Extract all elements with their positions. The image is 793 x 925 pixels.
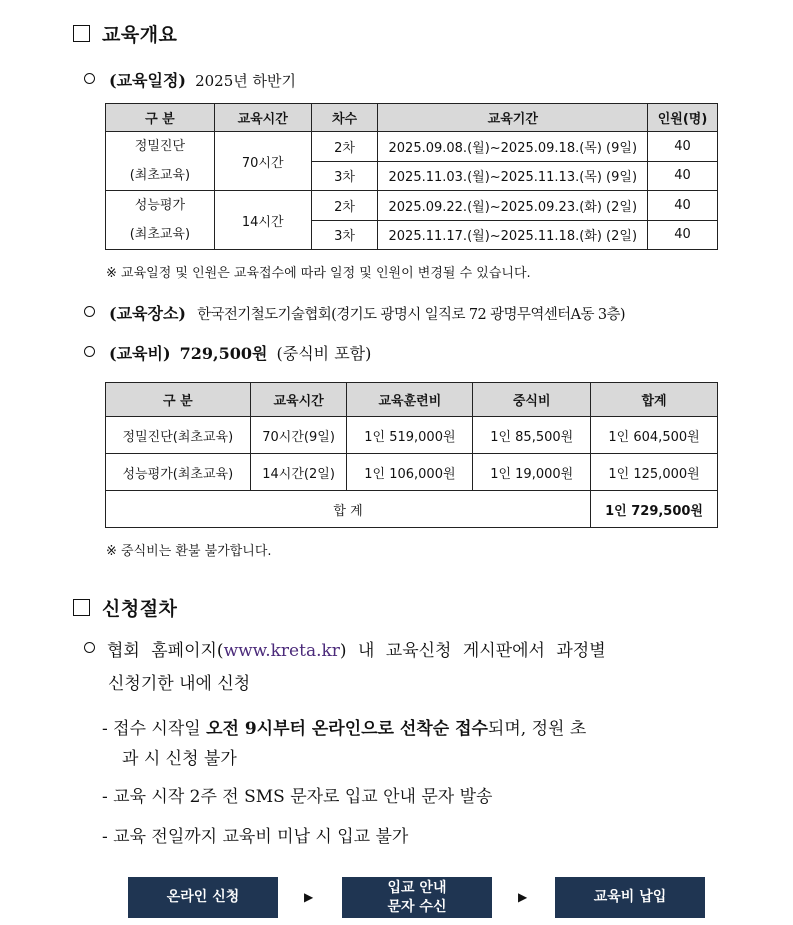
fee-label: (교육비) — [109, 344, 171, 363]
place-value: 한국전기철도기술협회(경기도 광명시 일직로 72 광명무역센터A동 3층) — [197, 307, 625, 323]
schedule-header-row — [106, 104, 718, 132]
circle-bullet-icon — [84, 346, 95, 357]
arrow-right-icon: ▶ — [518, 890, 528, 904]
fee-meal-cell: 1인 19,000원 — [473, 454, 591, 491]
circle-bullet-icon — [84, 642, 95, 653]
fee-hours-cell: 70시간(9일) — [250, 417, 347, 454]
schedule-header-cell: 교육기간 — [378, 104, 648, 132]
fee-total-cell: 1인 125,000원 — [591, 454, 718, 491]
fee-header-cell: 중식비 — [473, 383, 591, 417]
step-fee-payment: 교육비 납입 — [555, 877, 705, 918]
table-row — [106, 132, 718, 162]
fee-sum-row — [106, 491, 718, 528]
place-heading — [84, 301, 625, 324]
checkbox-square-icon — [73, 599, 90, 616]
fee-name-cell: 정밀진단(최초교육) — [106, 417, 251, 454]
fee-suffix: (중식비 포함) — [276, 344, 372, 363]
circle-bullet-icon — [84, 73, 95, 84]
fee-training-cell: 1인 519,000원 — [347, 417, 473, 454]
count-cell: 40 — [648, 132, 718, 162]
place-label: (교육장소) — [109, 304, 186, 323]
circle-bullet-icon — [84, 306, 95, 317]
fee-name-cell: 성능평가(최초교육) — [106, 454, 251, 491]
fee-training-cell: 1인 106,000원 — [347, 454, 473, 491]
period-cell: 2025.09.22.(월)~2025.09.23.(화) (2일) — [378, 191, 648, 221]
round-cell: 2차 — [311, 132, 378, 162]
round-cell: 3차 — [311, 220, 378, 250]
step-online-apply: 온라인 신청 — [128, 877, 278, 918]
fee-heading — [84, 341, 371, 364]
fee-header-row — [106, 383, 718, 417]
arrow-right-icon: ▶ — [304, 890, 314, 904]
schedule-note: ※ 교육일정 및 인원은 교육접수에 따라 일정 및 인원이 변경될 수 있습니다. — [106, 266, 531, 281]
period-cell: 2025.11.17.(월)~2025.11.18.(화) (2일) — [378, 220, 648, 250]
checkbox-square-icon — [73, 25, 90, 42]
fee-sum-label: 합 계 — [106, 491, 591, 528]
table-row — [106, 454, 718, 491]
fee-hours-cell: 14시간(2일) — [250, 454, 347, 491]
fee-total-cell: 1인 604,500원 — [591, 417, 718, 454]
procedure-item-2: - 교육 시작 2주 전 SMS 문자로 입교 안내 문자 발송 — [102, 787, 493, 807]
fee-header-cell: 구 분 — [106, 383, 251, 417]
schedule-value: 2025년 하반기 — [195, 72, 296, 90]
schedule-header-cell: 인원(명) — [648, 104, 718, 132]
section-title-procedure: 신청절차 — [73, 594, 177, 621]
course-hours-cell: 14시간 — [214, 191, 311, 250]
fee-amount: 729,500원 — [179, 344, 268, 363]
fee-meal-cell: 1인 85,500원 — [473, 417, 591, 454]
count-cell: 40 — [648, 191, 718, 221]
course-name-cell: 정밀진단 (최초교육) — [106, 132, 215, 191]
fee-note: ※ 중식비는 환불 불가합니다. — [106, 544, 272, 559]
round-cell: 2차 — [311, 191, 378, 221]
procedure-item-1: - 접수 시작일 오전 9시부터 온라인으로 선착순 접수되며, 정원 초 과 시 신청 불가 — [102, 719, 587, 769]
schedule-heading — [84, 68, 296, 91]
fee-sum-value: 1인 729,500원 — [591, 491, 718, 528]
fee-table — [105, 382, 718, 528]
section-title-overview: 교육개요 — [73, 20, 177, 47]
fee-header-cell: 합계 — [591, 383, 718, 417]
step-sms-notice: 입교 안내 문자 수신 — [342, 877, 492, 918]
schedule-header-cell: 구 분 — [106, 104, 215, 132]
website-link[interactable]: www.kreta.kr — [223, 641, 340, 661]
table-row — [106, 191, 718, 221]
count-cell: 40 — [648, 161, 718, 191]
course-name-cell: 성능평가 (최초교육) — [106, 191, 215, 250]
schedule-header-cell: 교육시간 — [214, 104, 311, 132]
fee-header-cell: 교육훈련비 — [347, 383, 473, 417]
period-cell: 2025.09.08.(월)~2025.09.18.(목) (9일) — [378, 132, 648, 162]
schedule-table — [105, 103, 718, 250]
fee-header-cell: 교육시간 — [250, 383, 347, 417]
course-hours-cell: 70시간 — [214, 132, 311, 191]
round-cell: 3차 — [311, 161, 378, 191]
count-cell: 40 — [648, 220, 718, 250]
schedule-header-cell: 차수 — [311, 104, 378, 132]
procedure-main: 협회 홈페이지(www.kreta.kr) 내 교육신청 게시판에서 과정별 신청기한 내에 신청 — [84, 635, 724, 701]
table-row — [106, 417, 718, 454]
schedule-label: (교육일정) — [109, 71, 186, 90]
period-cell: 2025.11.03.(월)~2025.11.13.(목) (9일) — [378, 161, 648, 191]
procedure-item-3: - 교육 전일까지 교육비 미납 시 입교 불가 — [102, 827, 409, 847]
